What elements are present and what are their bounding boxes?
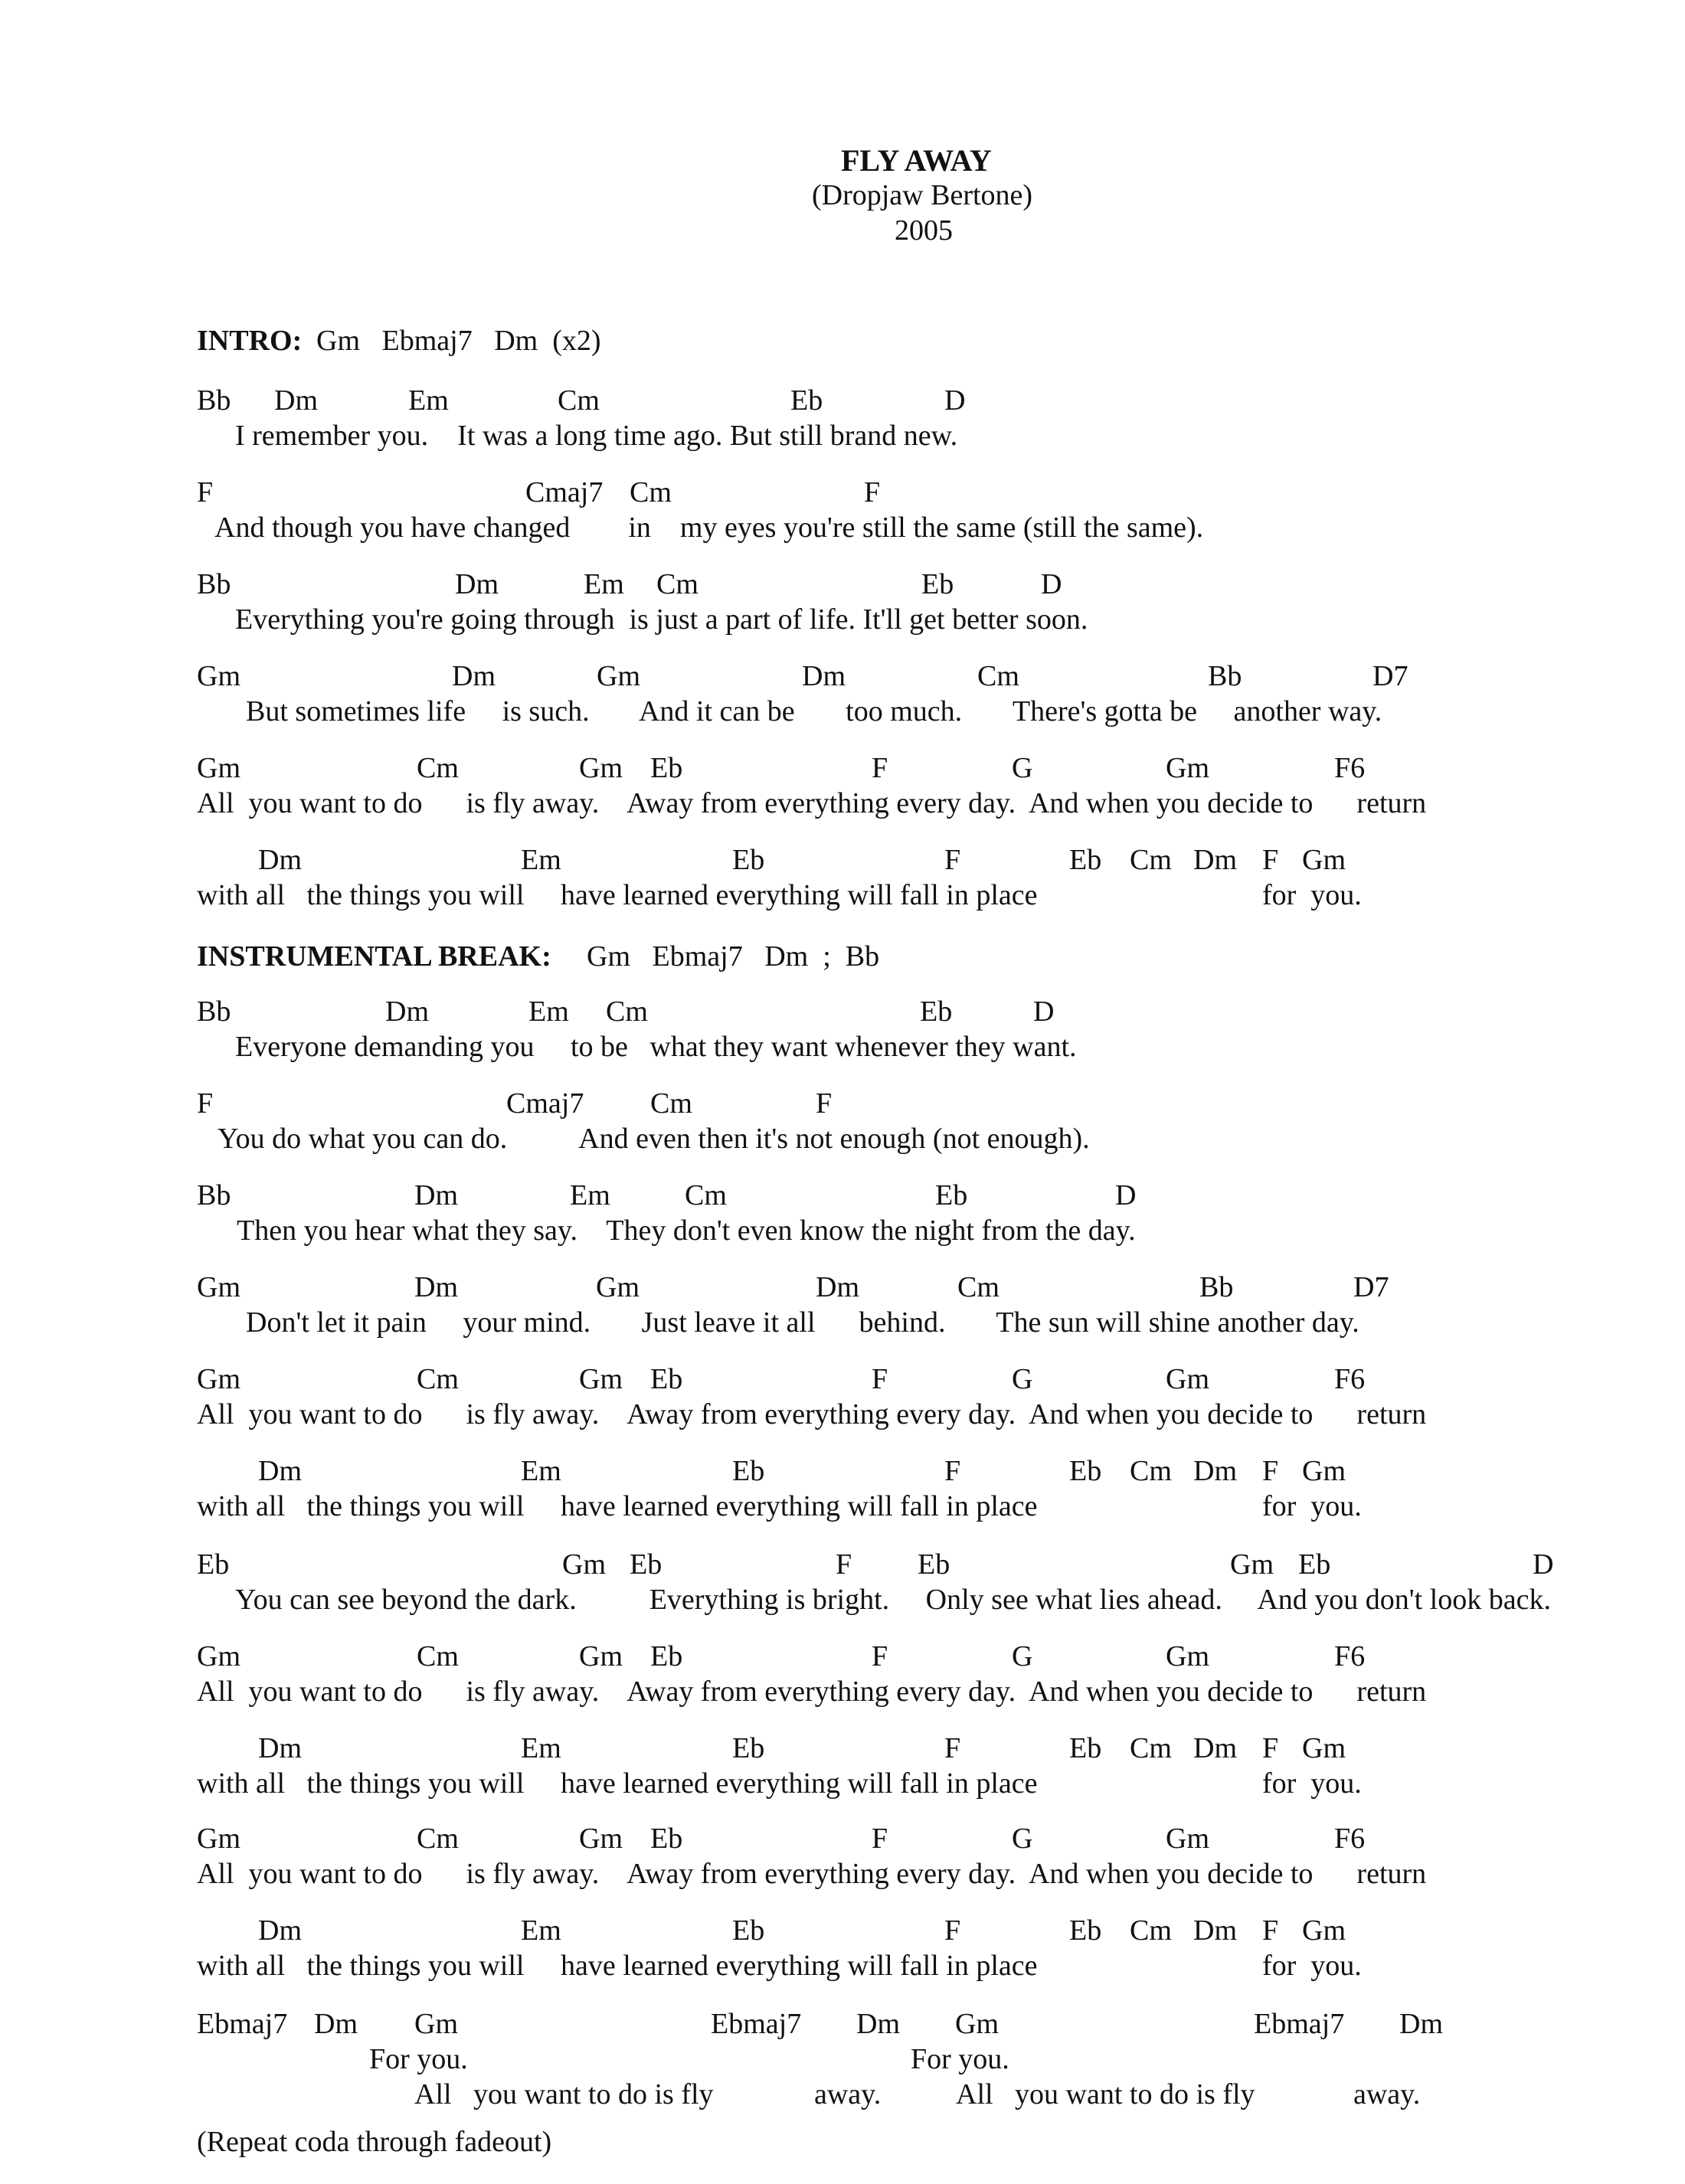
lyric-line: And though you have changed in my eyes you're still the same (still the same). xyxy=(214,512,1204,544)
chord: Em xyxy=(408,384,449,417)
lyric-line: All you want to do is fly xyxy=(414,2078,714,2110)
chord: Bb xyxy=(1208,660,1242,692)
chord: Eb xyxy=(918,1548,950,1581)
chord: Eb xyxy=(920,996,953,1028)
chord: Em xyxy=(570,1179,610,1211)
chord: Dm xyxy=(856,2008,900,2040)
chord: Gm xyxy=(597,660,640,692)
lyric-line: I remember you. It was a long time ago. But still brand new. xyxy=(235,420,958,452)
instrumental-label: INSTRUMENTAL BREAK: xyxy=(197,940,551,973)
chord: Dm xyxy=(452,660,496,692)
chord: Eb xyxy=(650,1640,683,1672)
chord: Gm xyxy=(1302,1732,1346,1764)
chord: Cm xyxy=(650,1087,692,1120)
lyric-line: with all the things you will have learned everything will fall in place xyxy=(197,1767,1038,1800)
chord: Em xyxy=(521,844,561,876)
chord: Gm xyxy=(955,2008,999,2040)
chord: Bb xyxy=(197,996,231,1028)
chord: Dm xyxy=(455,568,499,600)
chord: F6 xyxy=(1334,1823,1366,1855)
chord: Cm xyxy=(1130,1732,1172,1764)
chord: Dm xyxy=(816,1271,859,1303)
chord: Dm xyxy=(1193,1455,1237,1487)
chord: Gm xyxy=(1166,752,1209,784)
chord: F xyxy=(197,1087,214,1120)
chord: Eb xyxy=(1069,1455,1102,1487)
chord: Cm xyxy=(1130,1914,1172,1947)
chord: Cm xyxy=(417,752,459,784)
chord: Gm xyxy=(1302,1455,1346,1487)
chord: F xyxy=(944,1914,961,1947)
lyric-line: away. xyxy=(1353,2078,1421,2110)
chord: G xyxy=(1012,1640,1033,1672)
intro-label: INTRO: xyxy=(197,325,303,357)
chord: Eb xyxy=(630,1548,663,1581)
chord: Gm xyxy=(596,1271,640,1303)
chord: Gm xyxy=(579,1823,623,1855)
lyric-line: for you. xyxy=(1262,1490,1362,1522)
chord: F xyxy=(864,476,881,508)
chord: Eb xyxy=(1298,1548,1331,1581)
chord: Cm xyxy=(1130,844,1172,876)
chord: G xyxy=(1012,752,1033,784)
chord: Dm xyxy=(258,1732,302,1764)
intro-chords: Gm Ebmaj7 Dm (x2) xyxy=(316,325,601,357)
chord: Gm xyxy=(1302,844,1346,876)
chord: Cm xyxy=(417,1823,459,1855)
chord: Dm xyxy=(414,1179,458,1211)
chord: D xyxy=(1115,1179,1137,1211)
lyric-line: Everyone demanding you to be what they want whenever they want. xyxy=(235,1031,1077,1063)
chord: Ebmaj7 xyxy=(711,2008,802,2040)
chord: F6 xyxy=(1334,1363,1366,1395)
chord: F xyxy=(816,1087,833,1120)
chord: Ebmaj7 xyxy=(197,2008,288,2040)
chord: Eb xyxy=(935,1179,968,1211)
chord: Cmaj7 xyxy=(525,476,604,508)
chord: Cmaj7 xyxy=(506,1087,584,1120)
chord: F xyxy=(197,476,214,508)
chord: Gm xyxy=(1302,1914,1346,1947)
chord: Gm xyxy=(1166,1640,1209,1672)
chord: G xyxy=(1012,1823,1033,1855)
lyric-line: For you. xyxy=(369,2043,468,2075)
lyric-line: All you want to do is fly xyxy=(956,2078,1255,2110)
chord: Gm xyxy=(1230,1548,1274,1581)
chord: F xyxy=(1262,844,1279,876)
lyric-line: Don't let it pain your mind. Just leave it all behind. The sun will shine another day. xyxy=(246,1306,1359,1339)
chord: Bb xyxy=(197,568,231,600)
chord: Gm xyxy=(414,2008,458,2040)
lyric-line: for you. xyxy=(1262,1767,1362,1800)
chord: Eb xyxy=(732,1455,765,1487)
chord: F xyxy=(872,1640,888,1672)
chord: Gm xyxy=(197,660,240,692)
lyric-line: for you. xyxy=(1262,1950,1362,1982)
chord: Cm xyxy=(685,1179,727,1211)
chord: Bb xyxy=(1199,1271,1234,1303)
lyric-line: with all the things you will have learned everything will fall in place xyxy=(197,879,1038,911)
chord: Cm xyxy=(606,996,648,1028)
chord: Cm xyxy=(656,568,699,600)
chord: Bb xyxy=(197,384,231,417)
chord: Dm xyxy=(274,384,318,417)
lyric-line: All you want to do is fly away. Away from everything every day. And when you decide to return xyxy=(197,787,1427,819)
chord: Gm xyxy=(579,1640,623,1672)
chord: Eb xyxy=(650,752,683,784)
chord: Eb xyxy=(650,1363,683,1395)
chord: Eb xyxy=(650,1823,683,1855)
chord: F xyxy=(944,844,961,876)
lyric-line: for you. xyxy=(1262,879,1362,911)
chord: Em xyxy=(584,568,624,600)
lyric-line: For you. xyxy=(911,2043,1009,2075)
chord: Eb xyxy=(790,384,823,417)
chord: D xyxy=(1533,1548,1554,1581)
chord: F xyxy=(836,1548,852,1581)
song-year: 2005 xyxy=(895,214,953,247)
lyric-line: with all the things you will have learned everything will fall in place xyxy=(197,1490,1038,1522)
chord: G xyxy=(1012,1363,1033,1395)
chord: Dm xyxy=(1193,1732,1237,1764)
chord: Gm xyxy=(197,1640,240,1672)
chord: Gm xyxy=(197,752,240,784)
chord: Dm xyxy=(258,1914,302,1947)
chord: Eb xyxy=(1069,844,1102,876)
chord: Em xyxy=(521,1455,561,1487)
chord: F xyxy=(944,1732,961,1764)
chord: Dm xyxy=(258,1455,302,1487)
chord: Dm xyxy=(1193,1914,1237,1947)
chord: Gm xyxy=(1166,1823,1209,1855)
chord: Eb xyxy=(732,1914,765,1947)
chord: D7 xyxy=(1373,660,1409,692)
chord: Dm xyxy=(1193,844,1237,876)
chord: F xyxy=(1262,1732,1279,1764)
chord: Gm xyxy=(197,1823,240,1855)
chord: F xyxy=(872,1823,888,1855)
instrumental-chords: Gm Ebmaj7 Dm ; Bb xyxy=(587,940,880,973)
chord: Eb xyxy=(921,568,954,600)
chord: Gm xyxy=(197,1271,240,1303)
outro-note: (Repeat coda through fadeout) xyxy=(197,2126,552,2158)
lyric-line: You can see beyond the dark. Everything is bright. Only see what lies ahead. And you don't look back. xyxy=(235,1584,1551,1616)
chord: Eb xyxy=(1069,1914,1102,1947)
chord: Eb xyxy=(732,1732,765,1764)
chord: F6 xyxy=(1334,752,1366,784)
chord: Em xyxy=(521,1914,561,1947)
chord: Dm xyxy=(258,844,302,876)
chord: Cm xyxy=(957,1271,1000,1303)
lyric-line: with all the things you will have learned everything will fall in place xyxy=(197,1950,1038,1982)
chord: Cm xyxy=(630,476,672,508)
chord: Cm xyxy=(417,1363,459,1395)
chord: Gm xyxy=(579,752,623,784)
lyric-line: Then you hear what they say. They don't even know the night from the day. xyxy=(237,1215,1136,1247)
chord: Ebmaj7 xyxy=(1254,2008,1345,2040)
lyric-line: All you want to do is fly away. Away from everything every day. And when you decide to return xyxy=(197,1398,1427,1430)
lyric-line: But sometimes life is such. And it can be too much. There's gotta be another way. xyxy=(246,695,1382,727)
chord: Dm xyxy=(414,1271,458,1303)
chord: D xyxy=(1033,996,1055,1028)
chord: Gm xyxy=(562,1548,606,1581)
chord: D xyxy=(944,384,966,417)
chord: F6 xyxy=(1334,1640,1366,1672)
chord: D7 xyxy=(1353,1271,1389,1303)
chord: Eb xyxy=(1069,1732,1102,1764)
lyric-line: away. xyxy=(814,2078,882,2110)
chord: Cm xyxy=(417,1640,459,1672)
lyric-line: Everything you're going through is just a part of life. It'll get better soon. xyxy=(235,603,1088,636)
chord: Gm xyxy=(197,1363,240,1395)
chord: F xyxy=(1262,1455,1279,1487)
chord: Dm xyxy=(802,660,846,692)
chord: Em xyxy=(528,996,569,1028)
chord: Dm xyxy=(314,2008,358,2040)
chord: F xyxy=(1262,1914,1279,1947)
lyric-line: You do what you can do. And even then it's not enough (not enough). xyxy=(218,1123,1090,1155)
chord: Cm xyxy=(1130,1455,1172,1487)
chord: Eb xyxy=(732,844,765,876)
chord: Gm xyxy=(579,1363,623,1395)
chord: Gm xyxy=(1166,1363,1209,1395)
chord: F xyxy=(944,1455,961,1487)
chord: F xyxy=(872,1363,888,1395)
chord: Cm xyxy=(977,660,1019,692)
lyric-line: All you want to do is fly away. Away from everything every day. And when you decide to return xyxy=(197,1858,1427,1890)
chord: Em xyxy=(521,1732,561,1764)
chord: Bb xyxy=(197,1179,231,1211)
chord: D xyxy=(1041,568,1062,600)
lyric-line: All you want to do is fly away. Away from everything every day. And when you decide to return xyxy=(197,1676,1427,1708)
song-title: FLY AWAY xyxy=(841,143,992,178)
chord: Cm xyxy=(558,384,600,417)
chord: Eb xyxy=(197,1548,230,1581)
song-artist: (Dropjaw Bertone) xyxy=(812,179,1033,211)
chord: Dm xyxy=(385,996,429,1028)
chord: Dm xyxy=(1399,2008,1443,2040)
chord: F xyxy=(872,752,888,784)
